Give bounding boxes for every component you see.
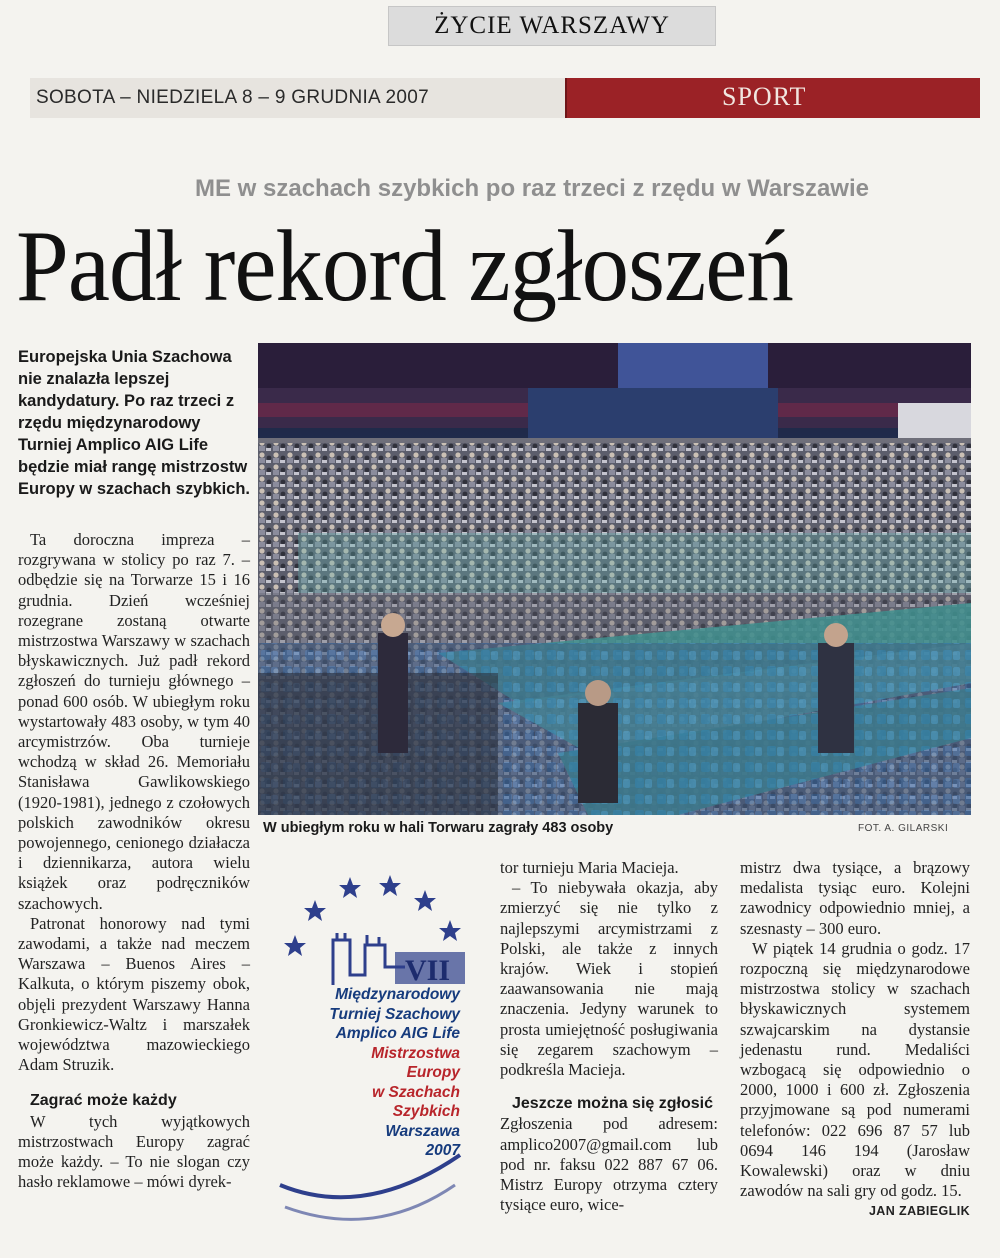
- article-column-4: [740, 858, 970, 1222]
- section-band: [565, 78, 980, 118]
- lead-text: Europejska Unia Szachowa nie znalazła lepszej kandydatury. Po raz trzeci z rzędu międzynarodowy Turniej Amplico AIG Life będzie miał rangę mistrzostw Europy w szachach szybkich.: [18, 348, 250, 498]
- photo-illustration: [258, 343, 971, 815]
- date-band: [30, 78, 565, 118]
- paragraph: W piątek 14 grudnia o godz. 17 rozpoczną się międzynarodowe mistrzostwa stolicy w szachach błyskawicznych systemem szwajcarskim na dystansie jedenastu rund. Medaliści wzbogacą się odpowiednio o 2000, 1000 i 600 zł. Zgłoszenia przyjmowane są pod numerami telefonów: 022 696 87 57 lub 0694 146 194 (Jarosław Kowalewski) oraz w dniu zawodów na sali gry od godz. 15.: [740, 938, 970, 1201]
- logo-text: [270, 985, 460, 1161]
- paragraph: Zgłoszenia pod adresem: amplico2007@gmail.com lub pod nr. faksu 022 887 67 06. Mistrz Europy otrzyma cztery tysiące euro, wice-: [500, 1114, 718, 1215]
- logo-line: Turniej Szachowy: [329, 1005, 460, 1023]
- paragraph: – To niebywała okazja, aby zmierzyć się nie tylko z najlepszymi arcymistrzami z Polski, ale także z innych krajów. Wiek i stopień zaawansowania nie mają znaczenia. Jedyny warunek to prosta umiejętność posługiwania się zegarem szachowym – podkreśla Macieja.: [500, 878, 718, 1080]
- paragraph: Patronat honorowy nad tymi zawodami, a także nad meczem Warszawa – Buenos Aires – Kalkuta, o którym piszemy obok, objęli prezydent Warszawy Hanna Gronkiewicz-Waltz i marszałek województwa mazowieckiego Adam Struzik.: [18, 913, 250, 1075]
- photo-credit: FOT. A. GILARSKI: [858, 823, 949, 834]
- skyline-icon: [333, 933, 405, 985]
- logo-line: Warszawa: [385, 1122, 460, 1140]
- logo-numeral: VII: [405, 954, 451, 987]
- paragraph: tor turnieju Maria Macieja.: [500, 858, 679, 877]
- logo-line: Szybkich: [392, 1103, 460, 1120]
- masthead: [388, 6, 716, 46]
- paragraph: mistrz dwa tysiące, a brązowy medalista tysiąc euro. Kolejni zawodnicy odpowiednio mniej, a szesnasty – 300 euro.: [740, 858, 970, 938]
- paragraph: W tych wyjątkowych mistrzostwach Europy zagrać może każdy. – To nie slogan czy hasło reklamowe – mówi dyrek-: [18, 1111, 250, 1192]
- logo-line: Europy: [406, 1064, 460, 1081]
- logo-line: w Szachach: [372, 1083, 460, 1101]
- article-column-1: [18, 530, 250, 1193]
- paragraph: Ta doroczna impreza – rozgrywana w stolicy po raz 7. – odbędzie się na Torwarze 15 i 16 grudnia. Dzień wcześniej rozegrane zostaną otwarte mistrzostwa Warszawy w szachach błyskawicznych. Już padł rekord zgłoszeń do turnieju głównego – ponad 600 osób. W ubiegłym roku wystartowały 483 osoby, w tym 40 arcymistrzów. Oba turnieje wchodzą w skład 26. Memoriału Stanisława Gawlikowskiego (1920-1981), jednego z czołowych polskich zawodników okresu powojennego, cenionego działacza i dziennikarza, autora wielu książek oraz podręczników szachowych.: [18, 530, 250, 913]
- article-lead: [18, 346, 250, 500]
- subheading: Jeszcze można się zgłosić: [512, 1095, 713, 1113]
- logo-line: Międzynarodowy: [335, 986, 460, 1003]
- article-headline: Padł rekord zgłoszeń: [16, 210, 793, 323]
- logo-line: Mistrzostwa: [371, 1044, 460, 1062]
- section-label: SPORT: [722, 82, 807, 111]
- logo-line: 2007: [425, 1142, 460, 1159]
- issue-date: SOBOTA – NIEDZIELA 8 – 9 GRUDNIA 2007: [36, 87, 430, 108]
- photo-caption: W ubiegłym roku w hali Torwaru zagrały 483 osoby: [263, 820, 614, 836]
- article-kicker: ME w szachach szybkich po raz trzeci z rzędu w Warszawie: [195, 175, 869, 202]
- logo-line: Amplico AIG Life: [335, 1025, 460, 1042]
- newspaper-title: ŻYCIE WARSZAWY: [434, 12, 670, 39]
- author-signature: JAN ZABIEGLIK: [868, 1204, 970, 1219]
- subheading: Zagrać może każdy: [30, 1092, 177, 1110]
- tournament-hall-photo: [258, 343, 971, 815]
- article-column-3: [500, 858, 718, 1215]
